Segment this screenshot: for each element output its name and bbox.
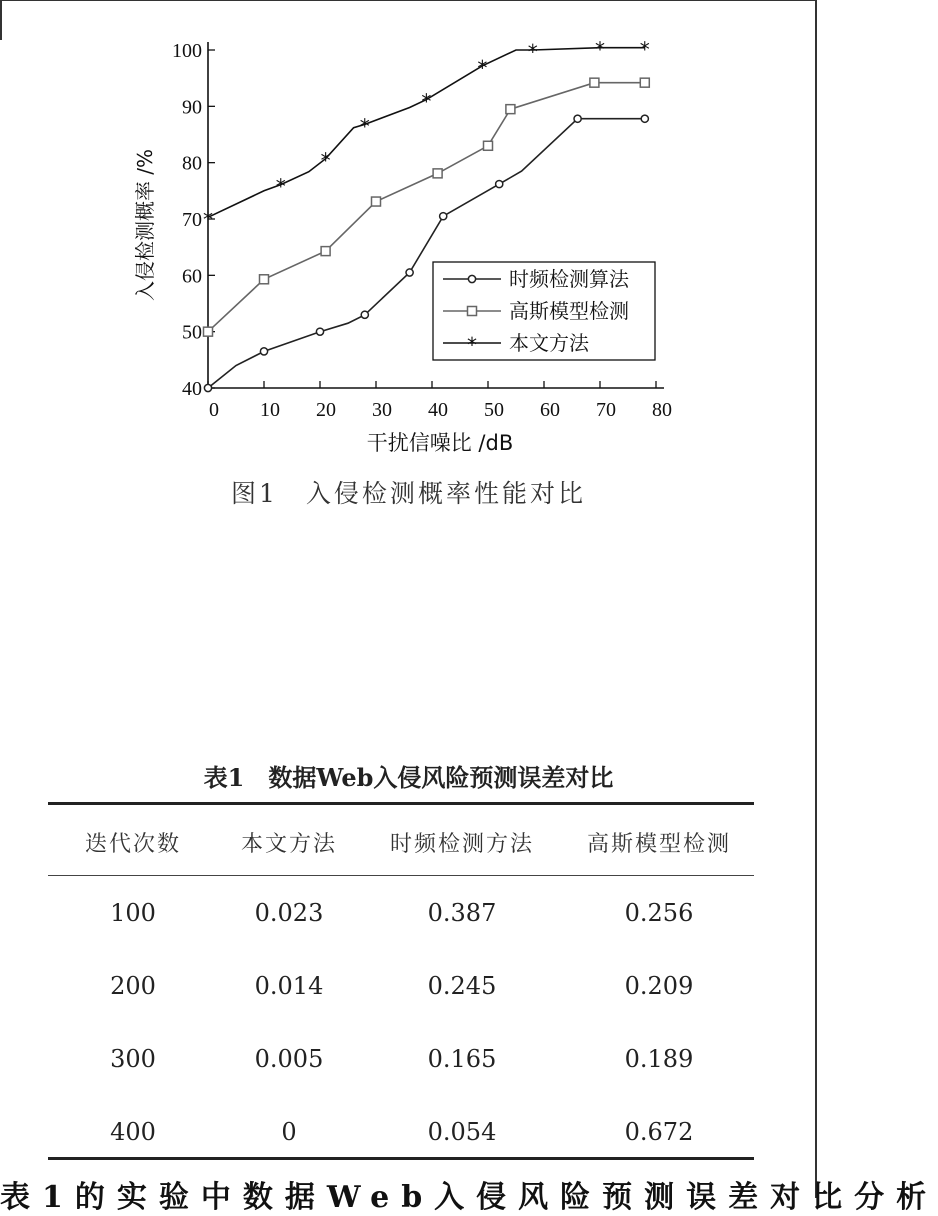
table-cell: 100 <box>110 898 156 927</box>
data-point: * <box>639 37 650 62</box>
table-cell: 0.245 <box>427 971 497 1000</box>
table-row <box>48 1022 754 1095</box>
legend-marker <box>468 307 477 316</box>
table-cell: 0.209 <box>624 971 694 1000</box>
table-row <box>48 876 754 949</box>
table-cell: 0.387 <box>427 898 497 927</box>
data-point <box>260 275 269 284</box>
table-cell: 0.054 <box>427 1117 497 1146</box>
header-gaussian-model: 高斯模型检测 <box>586 831 731 857</box>
y-tick-label: 70 <box>182 209 202 231</box>
table-header-row <box>48 808 754 876</box>
table-cell: 0.023 <box>254 898 324 927</box>
table-cell: 300 <box>110 1044 156 1073</box>
y-axis-label: 入侵检测概率 /% <box>133 148 157 302</box>
legend-marker <box>468 275 475 282</box>
data-point <box>204 384 211 391</box>
data-point <box>506 105 515 114</box>
x-tick-label: 0 <box>209 399 219 421</box>
figure-caption: 图1 入侵检测概率性能对比 <box>231 479 586 508</box>
header-proposed-method: 本文方法 <box>240 831 337 857</box>
y-tick-label: 80 <box>182 152 202 175</box>
data-point <box>640 78 649 87</box>
data-point <box>440 213 447 220</box>
data-point <box>641 115 648 122</box>
table-cell: 0.005 <box>254 1044 324 1073</box>
data-point: * <box>595 37 605 62</box>
x-tick-label: 20 <box>316 399 336 421</box>
data-point: * <box>320 148 331 173</box>
table-cell: 0.014 <box>254 971 324 1000</box>
data-point: * <box>203 207 213 232</box>
table-cell: 0.256 <box>624 898 694 927</box>
x-tick-label: 10 <box>260 399 280 421</box>
y-tick-label: 60 <box>182 265 202 288</box>
y-tick-label: 100 <box>172 40 202 62</box>
detection-probability-chart <box>0 0 817 470</box>
data-point <box>372 197 381 206</box>
data-point: * <box>359 114 370 139</box>
data-point <box>406 269 413 276</box>
table-cell: 0.189 <box>624 1044 694 1073</box>
data-point <box>574 115 581 122</box>
header-iterations: 迭代次数 <box>84 831 181 857</box>
legend-label: 本文方法 <box>509 331 589 355</box>
data-point <box>590 78 599 87</box>
table-row <box>48 949 754 1022</box>
x-tick-label: 40 <box>428 399 448 421</box>
table-cell: 200 <box>110 971 156 1000</box>
x-axis-label: 干扰信噪比 /dB <box>366 431 514 455</box>
data-point: * <box>275 174 286 199</box>
x-tick-label: 50 <box>484 399 504 421</box>
x-tick-label: 30 <box>372 399 392 421</box>
y-tick-label: 50 <box>182 321 202 344</box>
data-point: * <box>477 55 488 80</box>
table-row <box>48 1095 754 1168</box>
series-line <box>208 48 645 218</box>
data-point <box>260 348 267 355</box>
legend-marker: * <box>467 333 477 357</box>
x-tick-label: 80 <box>652 399 672 421</box>
y-tick-label: 40 <box>182 378 202 400</box>
legend-label: 时频检测算法 <box>509 267 629 291</box>
data-point <box>361 311 368 318</box>
table-cell: 400 <box>110 1117 156 1146</box>
data-point: * <box>421 89 432 114</box>
table-title: 表1 数据Web入侵风险预测误差对比 <box>203 763 614 792</box>
table-cell: 0 <box>281 1117 297 1146</box>
data-point <box>321 247 330 256</box>
legend-label: 高斯模型检测 <box>509 299 629 323</box>
table-cell: 0.672 <box>624 1117 694 1146</box>
data-point <box>433 169 442 178</box>
error-comparison-table <box>48 808 754 1168</box>
data-point <box>316 328 323 335</box>
x-tick-label: 60 <box>540 399 560 421</box>
data-point <box>484 141 493 150</box>
table-cell: 0.165 <box>427 1044 497 1073</box>
data-point <box>204 327 213 336</box>
x-tick-label: 70 <box>596 399 616 421</box>
body-text-fragment: 表1的实验中数据Web入侵风险预测误差对比分析 <box>0 1180 938 1215</box>
data-point <box>496 180 503 187</box>
y-tick-label: 90 <box>182 96 202 119</box>
data-point: * <box>527 40 538 64</box>
table-top-rule <box>48 802 754 805</box>
header-time-frequency-method: 时频检测方法 <box>389 831 534 857</box>
